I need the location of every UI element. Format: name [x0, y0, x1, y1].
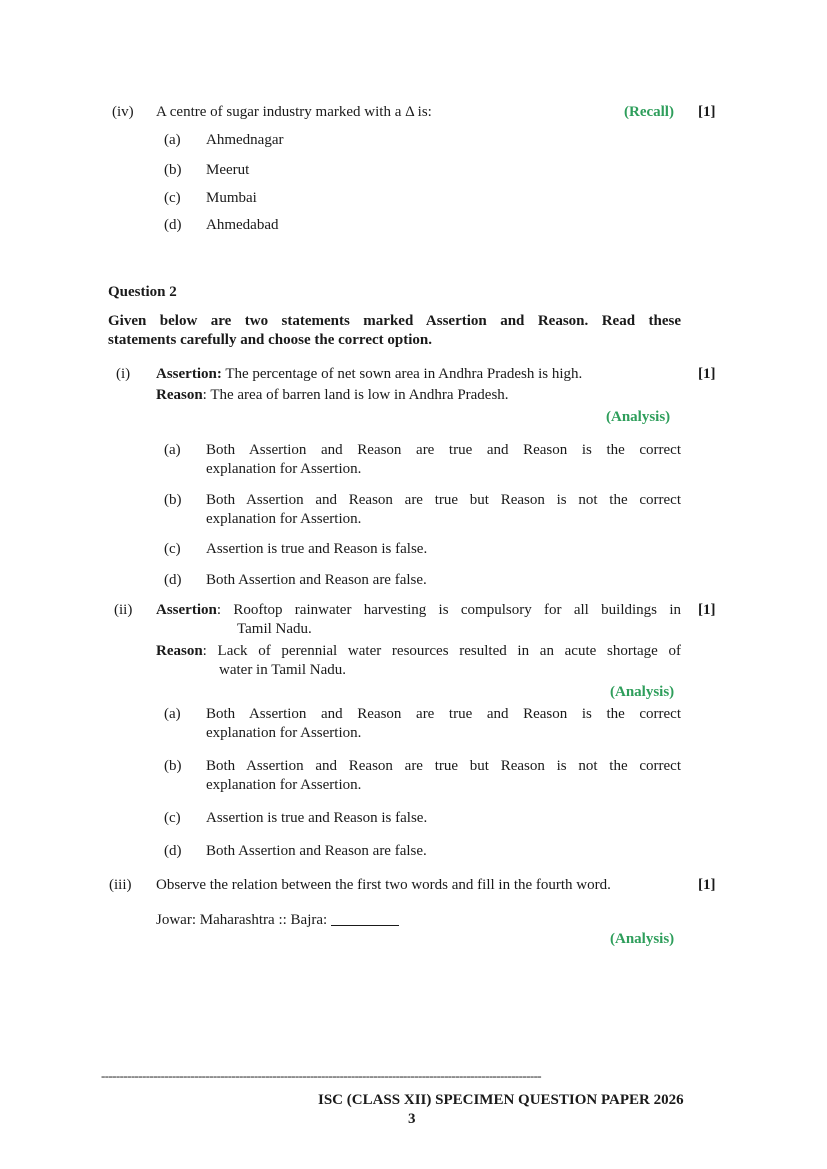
reason-line [156, 387, 509, 404]
footer-title: ISC (CLASS XII) SPECIMEN QUESTION PAPER 2026 [318, 1092, 684, 1108]
option-label: (c) [164, 190, 181, 206]
assertion-line [156, 366, 582, 383]
option-text: Both Assertion and Reason are false. [206, 843, 427, 859]
assertion-label: Assertion [156, 602, 217, 618]
option-label: (d) [164, 217, 182, 233]
option-text: Assertion is true and Reason is false. [206, 810, 428, 826]
option-label: (b) [164, 162, 182, 178]
option-text-cont: explanation for Assertion. [206, 725, 362, 741]
reason-label: Reason [156, 387, 203, 403]
option-text: Ahmednagar [206, 132, 284, 148]
reason-text-cont: water in Tamil Nadu. [219, 662, 346, 678]
option-label: (a) [164, 132, 181, 148]
option-label: (d) [164, 843, 182, 859]
option-label: (d) [164, 572, 182, 588]
option-label: (b) [164, 758, 182, 774]
reason-text: : Lack of perennial water resources resulted in an acute shortage of [202, 643, 681, 659]
cognitive-tag: (Analysis) [610, 931, 675, 947]
option-text: Both Assertion and Reason are true but Reason is not the correct [206, 758, 681, 774]
footer-divider: ---------------------------------------------------------------------------------------------------------------------- [101, 1068, 542, 1083]
assertion-line [156, 602, 681, 619]
option-text-cont: explanation for Assertion. [206, 777, 362, 793]
marks-label: [1] [698, 602, 716, 618]
question-number: (i) [116, 366, 131, 382]
option-text: Both Assertion and Reason are true but Reason is not the correct [206, 492, 681, 508]
option-label: (a) [164, 442, 181, 458]
marks-label: [1] [698, 104, 716, 120]
reason-label: Reason [156, 643, 203, 659]
assertion-text: The percentage of net sown area in Andhra Pradesh is high. [225, 366, 583, 382]
reason-text: : The area of barren land is low in Andhra Pradesh. [202, 387, 509, 403]
question-number: (iii) [109, 877, 132, 893]
analogy-text: Jowar: Maharashtra :: Bajra: [156, 912, 328, 928]
question-intro-line: statements carefully and choose the correct option. [108, 332, 432, 348]
question-number: (iv) [112, 104, 134, 120]
analogy-line [156, 912, 399, 929]
question-number: (ii) [114, 602, 133, 618]
question-text: Observe the relation between the first two words and fill in the fourth word. [156, 877, 611, 893]
option-text: Both Assertion and Reason are true and Reason is the correct [206, 442, 681, 458]
assertion-text: : Rooftop rainwater harvesting is compulsory for all buildings in [216, 602, 681, 618]
cognitive-tag: (Analysis) [606, 409, 671, 425]
option-text: Both Assertion and Reason are false. [206, 572, 427, 588]
cognitive-tag: (Recall) [624, 104, 674, 120]
answer-blank [331, 925, 399, 926]
option-text: Mumbai [206, 190, 257, 206]
assertion-label: Assertion: [156, 366, 222, 382]
option-text: Assertion is true and Reason is false. [206, 541, 428, 557]
marks-label: [1] [698, 366, 716, 382]
question-text: A centre of sugar industry marked with a Δ is: [156, 104, 432, 120]
option-text: Ahmedabad [206, 217, 279, 233]
option-label: (a) [164, 706, 181, 722]
option-text-cont: explanation for Assertion. [206, 461, 362, 477]
reason-line [156, 643, 681, 660]
question-intro-line: Given below are two statements marked Assertion and Reason. Read these [108, 313, 681, 329]
option-text: Both Assertion and Reason are true and Reason is the correct [206, 706, 681, 722]
page-number: 3 [408, 1111, 416, 1127]
question-title: Question 2 [108, 284, 177, 300]
option-label: (c) [164, 541, 181, 557]
marks-label: [1] [698, 877, 716, 893]
option-label: (c) [164, 810, 181, 826]
option-text-cont: explanation for Assertion. [206, 511, 362, 527]
option-text: Meerut [206, 162, 250, 178]
option-label: (b) [164, 492, 182, 508]
assertion-text-cont: Tamil Nadu. [237, 621, 312, 637]
cognitive-tag: (Analysis) [610, 684, 675, 700]
